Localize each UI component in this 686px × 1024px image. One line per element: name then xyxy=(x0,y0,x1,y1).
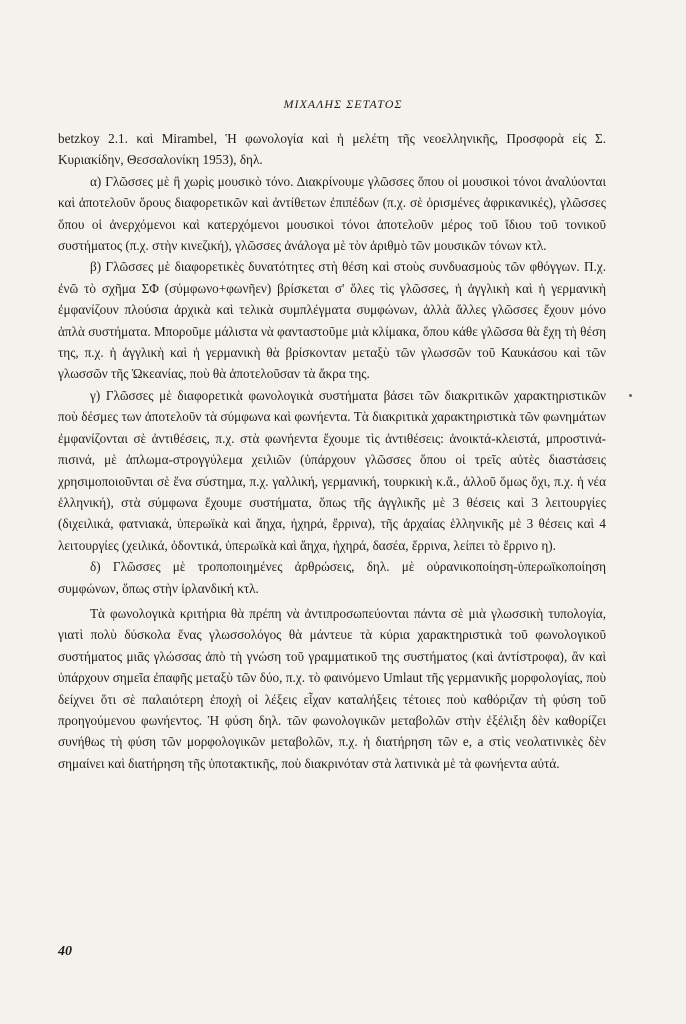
paragraph-item-b: β) Γλῶσσες μὲ διαφορετικὲς δυνατότητες στὴ θέση καὶ στοὺς συνδυασμοὺς τῶν φθόγγων. Π.χ. ἐνῶ τὸ σχῆμα ΣΦ (σύμφωνο+φωνῆεν) βρίσκεται σ' ὅλες τὶς γλῶσσες, ἡ ἀγγλικὴ καὶ ἡ γερμανικὴ ἐμφανίζουν πλούσια ἀρχικὰ καὶ τελικὰ συμπλέγματα συμφώνων, ἀλλὰ ἄλλες γλῶσσες ἔχουν μόνο ἁπλὰ συστήματα. Μποροῦμε μάλιστα νὰ φανταστοῦμε μιὰ κλίμακα, ὅπου κάθε γλῶσσα θὰ ἔχη τὴ θέση της, π.χ. ἡ ἀγγλικὴ καὶ ἡ γερμανικὴ θὰ βρίσκονταν μεταξὺ τῶν γλωσσῶν τοῦ Καυκάσου καὶ τῶν γλωσσῶν τῆς Ὠκεανίας, ποὺ θὰ ἀποτελοῦσαν τὰ ἄκρα της. xyxy=(58,259,606,382)
body-text xyxy=(58,128,606,774)
paragraph-item-d: δ) Γλῶσσες μὲ τροποποιημένες ἀρθρώσεις, δηλ. μὲ οὐρανικοποίηση-ὑπερωϊκοποίηση συμφώνων, ὅπως στὴν ἰρλανδική κτλ. xyxy=(58,559,606,596)
running-header: ΜΙΧΑΛΗΣ ΣΕΤΑΤΟΣ xyxy=(283,97,403,111)
paragraph-item-c: γ) Γλῶσσες μὲ διαφορετικὰ φωνολογικὰ συστήματα βάσει τῶν διακριτικῶν χαρακτηριστικῶν ποὺ δέσμες των ἀποτελοῦν τὰ σύμφωνα καὶ φωνήεντα. Τὰ διακριτικὰ χαρακτηριστικὰ τῶν φωνημάτων ἐμφανίζονται σὲ ἀντιθέσεις, π.χ. στὰ φωνήεντα ἔχουμε τὶς ἀντιθέσεις: ἀνοικτά-κλειστά, μπροστινά-πισινά, μὲ ἀπλωμα-στρογγύλεμα χειλιῶν (ὑπάρχουν γλῶσσες ὅπου οἱ τρεῖς αὐτὲς διαστάσεις χρησιμοποιοῦνται σὲ ἕνα σύστημα, π.χ. γαλλική, γερμανική, τουρκικὴ κ.ἄ., ἀλλοῦ ὅμως ὄχι, π.χ. ἡ νέα ἑλληνική), στὰ σύμφωνα ἔχουμε συστήματα, ὅπως τῆς ἀγγλικῆς μὲ 3 θέσεις καὶ 3 λειτουργίες (διχειλικά, φατνιακά, ὑπερωϊκὰ καὶ ἄηχα, ἠχηρά, ἔρρινα), τῆς ἀρχαίας ἑλληνικῆς μὲ 3 θέσεις καὶ 4 λειτουργίες (χειλικά, ὀδοντικά, ὑπερωϊκὰ καὶ ἄηχα, ἠχηρά, δασέα, ἔρρινα, λείπει τὸ ἔρρινο η). xyxy=(58,387,606,553)
page-number: 40 xyxy=(58,944,72,959)
paragraph-item-a: α) Γλῶσσες μὲ ἢ χωρὶς μουσικὸ τόνο. Διακρίνουμε γλῶσσες ὅπου οἱ μουσικοὶ τόνοι ἀναλύονται καὶ ἀποτελοῦν ὅρους διαφορετικῶν καὶ ἀντίθετων ἐπιπέδων (π.χ. σὲ ὁρισμένες ἀφρικανικές), γλῶσσες ὅπου οἱ ἀνερχόμενοι καὶ κατερχόμενοι μουσικοὶ τόνοι ἀποτελοῦν μέρος τοῦ ἴδιου τοῦ τονικοῦ συστήματος (π.χ. στὴν κινεζική), γλῶσσες ἀνάλογα μὲ τὸν ἀριθμὸ τῶν μουσικῶν τόνων κτλ. xyxy=(58,173,606,254)
margin-speck xyxy=(629,394,632,397)
paragraph-phonological-criteria: Τὰ φωνολογικὰ κριτήρια θὰ πρέπη νὰ ἀντιπροσωπεύονται πάντα σὲ μιὰ γλωσσικὴ τυπολογία, γιατὶ πολὺ δύσκολα ἕνας γλωσσολόγος θὰ μάντευε τὰ κύρια χαρακτηριστικὰ τοῦ φωνολογικοῦ συστήματος μιᾶς γλώσσας ἀπὸ τὴ γνώση τοῦ γραμματικοῦ της συστήματος (καὶ ἀντίστροφα), ἂν καὶ ὑπάρχουν σημεῖα ἐπαφῆς μεταξὺ τῶν δύο, π.χ. τὸ φαινόμενο Umlaut τῆς γερμανικῆς μορφολογίας, ποὺ δείχνει ὅτι σὲ παλαιότερη ἐποχὴ οἱ λέξεις εἶχαν καταλήξεις τέτοιες ποὺ καθόριζαν τὴ φύση τοῦ προηγούμενου φωνήεντος. Ἡ φύση δηλ. τῶν φωνολογικῶν μεταβολῶν στὴν ἐξέλιξη δὲν καθορίζει συνήθως τὴ φύση τῶν μορφολογικῶν μεταβολῶν, π.χ. ἡ διατήρηση τῶν e, a στὶς νεολατινικὲς δὲν σημαίνει καὶ διατήρηση τῆς ὑποτακτικῆς, ποὺ διακρινόταν στὰ λατινικὰ μὲ τὰ φωνήεντα αὐτά. xyxy=(58,605,606,771)
paragraph-citation-continuation: betzkoy 2.1. καὶ Mirambel, Ἡ φωνολογία καὶ ἡ μελέτη τῆς νεοελληνικῆς, Προσφορὰ εἰς Σ. Κυριακίδην, Θεσσαλονίκη 1953), δηλ. xyxy=(58,131,606,168)
